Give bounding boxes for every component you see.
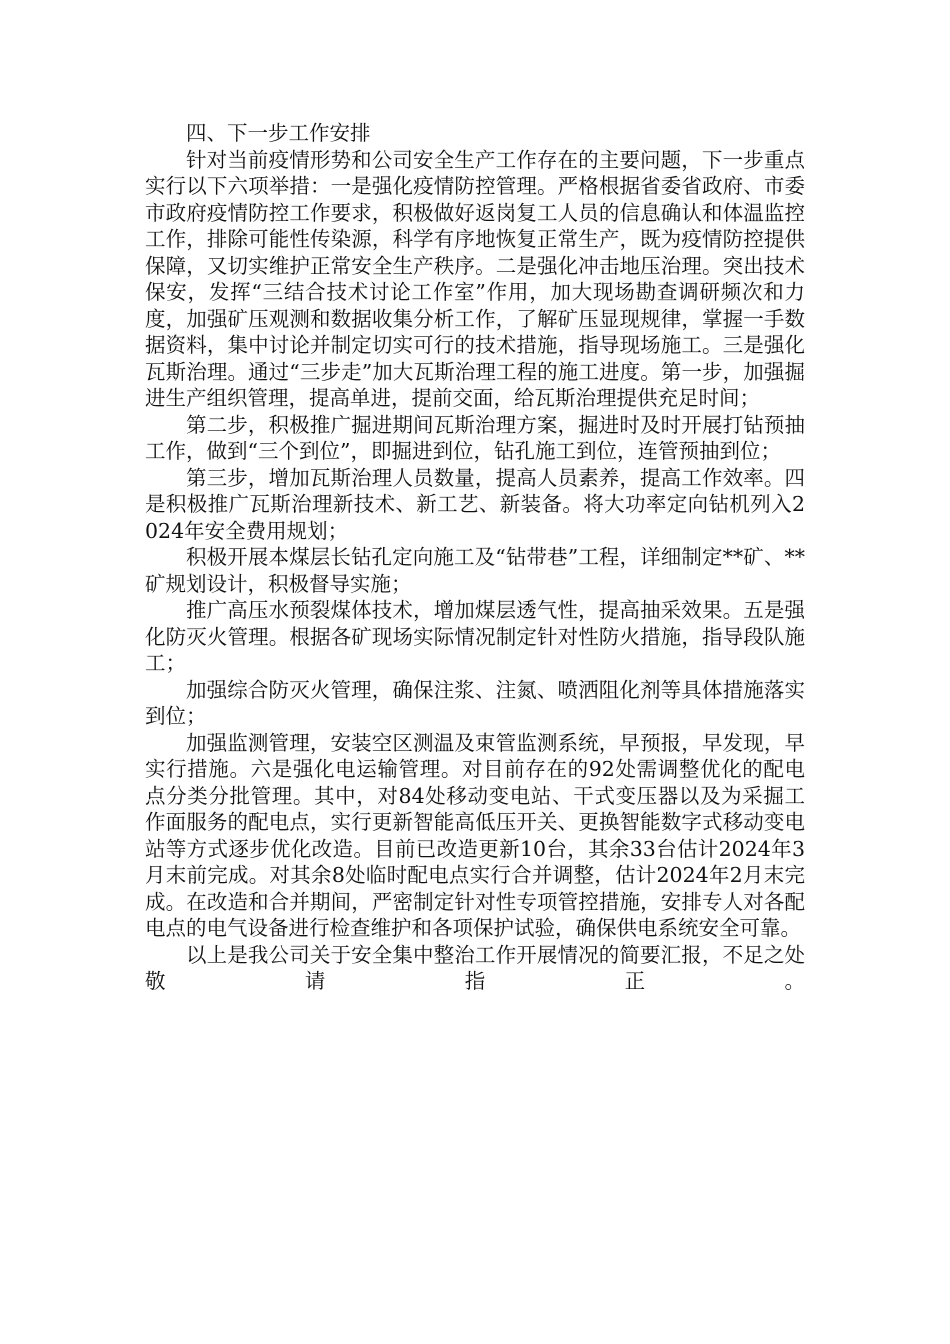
paragraph-high-pressure-water: 推广高压水预裂煤体技术，增加煤层透气性，提高抽采效果。五是强化防灭火管理。根据各矿现场实际情况制定针对性防火措施，指导段队施工； [145, 598, 805, 675]
paragraph-step-two: 第二步，积极推广掘进期间瓦斯治理方案，掘进时及时开展打钻预抽工作，做到“三个到位”，即掘进到位，钻孔施工到位，连管预抽到位； [145, 412, 805, 463]
paragraph-monitoring-power: 加强监测管理，安装空区测温及束管监测系统，早预报，早发现，早实行措施。六是强化电运输管理。对目前存在的92处需调整优化的配电点分类分批管理。其中，对84处移动变电站、干式变压器以及为采掘工作面服务的配电点，实行更新智能高低压开关、更换智能数字式移动变电站等方式逐步优化改造。目前已改造更新10台，其余33台估计2024年3月末前完成。对其余8处临时配电点实行合并调整，估计2024年2月末完成。在改造和合并期间，严密制定针对性专项管控措施，安排专人对各配电点的电气设备进行检查维护和各项保护试验，确保供电系统安全可靠。 [145, 730, 805, 940]
document-page [145, 120, 805, 995]
paragraph-fire-prevention: 加强综合防灭火管理，确保注浆、注氮、喷洒阻化剂等具体措施落实到位； [145, 677, 805, 728]
closing-remark: 以上是我公司关于安全集中整治工作开展情况的简要汇报，不足之处敬请指正。 [145, 942, 805, 993]
paragraph-measures-overview: 针对当前疫情形势和公司安全生产工作存在的主要问题，下一步重点实行以下六项举措：一是强化疫情防控管理。严格根据省委省政府、市委市政府疫情防控工作要求，积极做好返岗复工人员的信息确认和体温监控工作，排除可能性传染源，科学有序地恢复正常生产，既为疫情防控提供保障，又切实维护正常安全生产秩序。二是强化冲击地压治理。突出技术保安，发挥“三结合技术讨论工作室”作用，加大现场勘查调研频次和力度，加强矿压观测和数据收集分析工作，了解矿压显现规律，掌握一手数据资料，集中讨论并制定切实可行的技术措施，指导现场施工。三是强化瓦斯治理。通过“三步走”加大瓦斯治理工程的施工进度。第一步，加强掘进生产组织管理，提高单进，提前交面，给瓦斯治理提供充足时间； [145, 147, 805, 410]
section-heading: 四、下一步工作安排 [186, 121, 371, 145]
paragraph-long-borehole: 积极开展本煤层长钻孔定向施工及“钻带巷”工程，详细制定**矿、**矿规划设计，积极督导实施； [145, 545, 805, 596]
paragraph-step-three: 第三步，增加瓦斯治理人员数量，提高人员素养，提高工作效率。四是积极推广瓦斯治理新技术、新工艺、新装备。将大功率定向钻机列入2024年安全费用规划； [145, 465, 805, 543]
